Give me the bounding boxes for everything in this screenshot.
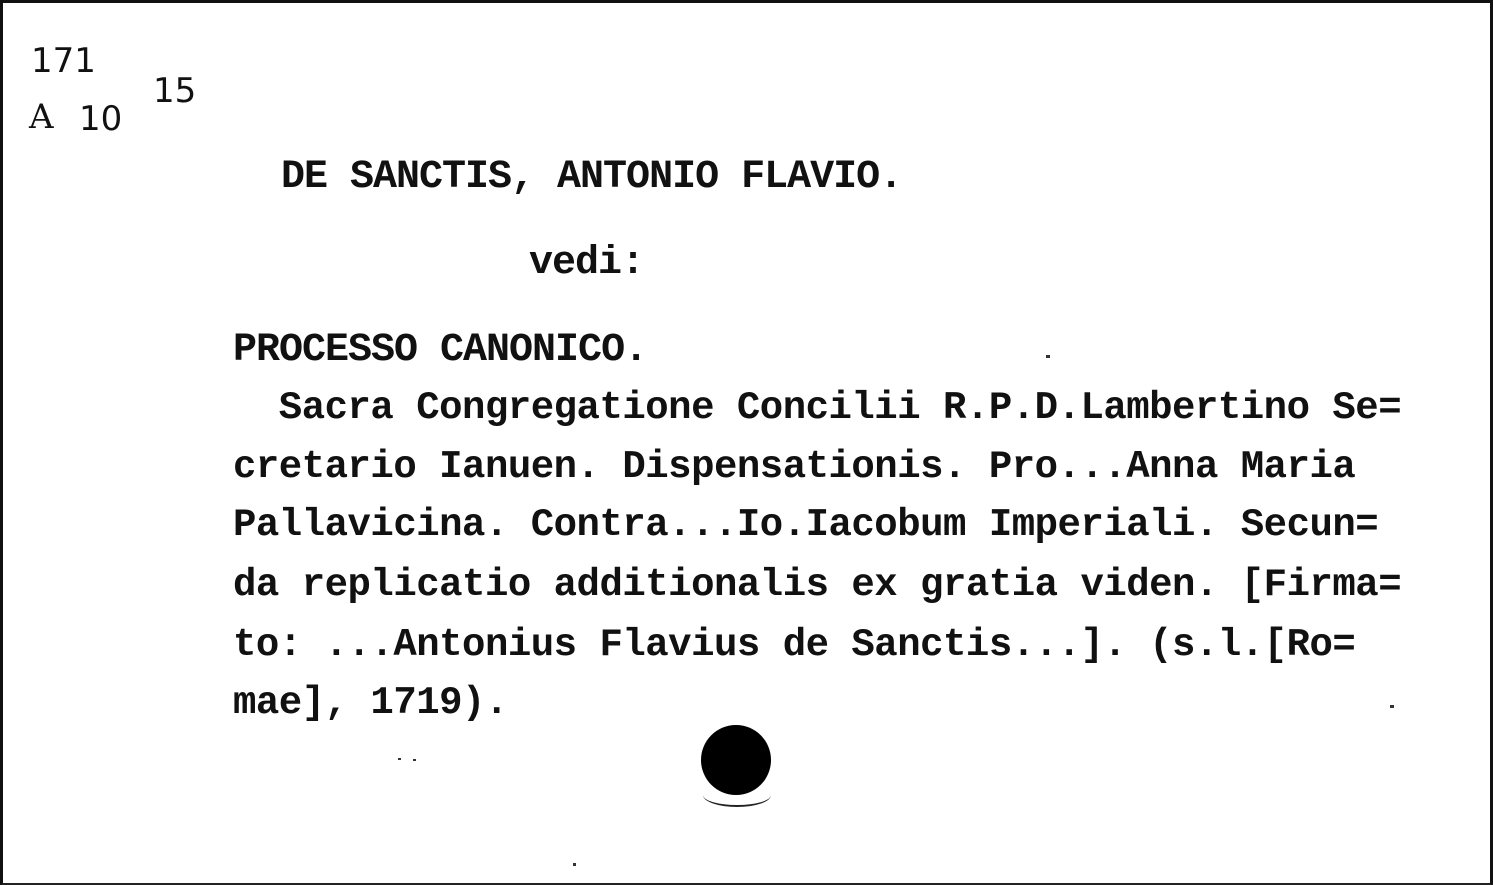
speck	[1390, 705, 1394, 708]
body-line-6: mae], 1719).	[233, 681, 508, 725]
body-line-3: Pallavicina. Contra...Io.Iacobum Imperiali. Secun=	[233, 503, 1379, 547]
shelfmark-superscript: 15	[153, 71, 197, 111]
punch-hole-shadow	[703, 783, 771, 807]
body-line-4: da replicatio additionalis ex gratia viden. [Firma=	[233, 563, 1402, 607]
subject-heading: PROCESSO CANONICO.	[233, 328, 648, 373]
shelfmark-prefix: A	[29, 97, 54, 137]
author-heading: DE SANCTIS, ANTONIO FLAVIO.	[281, 155, 903, 200]
speck	[398, 758, 401, 760]
body-line-1: Sacra Congregatione Concilii R.P.D.Lambertino Se=	[233, 386, 1402, 430]
speck	[573, 863, 576, 866]
speck	[1046, 355, 1050, 358]
body-line-2: cretario Ianuen. Dispensationis. Pro...Anna Maria	[233, 445, 1356, 489]
shelfmark-line-1: 171	[31, 41, 96, 81]
shelfmark-number: 10	[79, 99, 123, 139]
see-reference-label: vedi:	[529, 241, 645, 286]
speck	[413, 759, 416, 761]
body-line-5: to: ...Antonius Flavius de Sanctis...]. (s.l.[Ro=	[233, 623, 1356, 667]
